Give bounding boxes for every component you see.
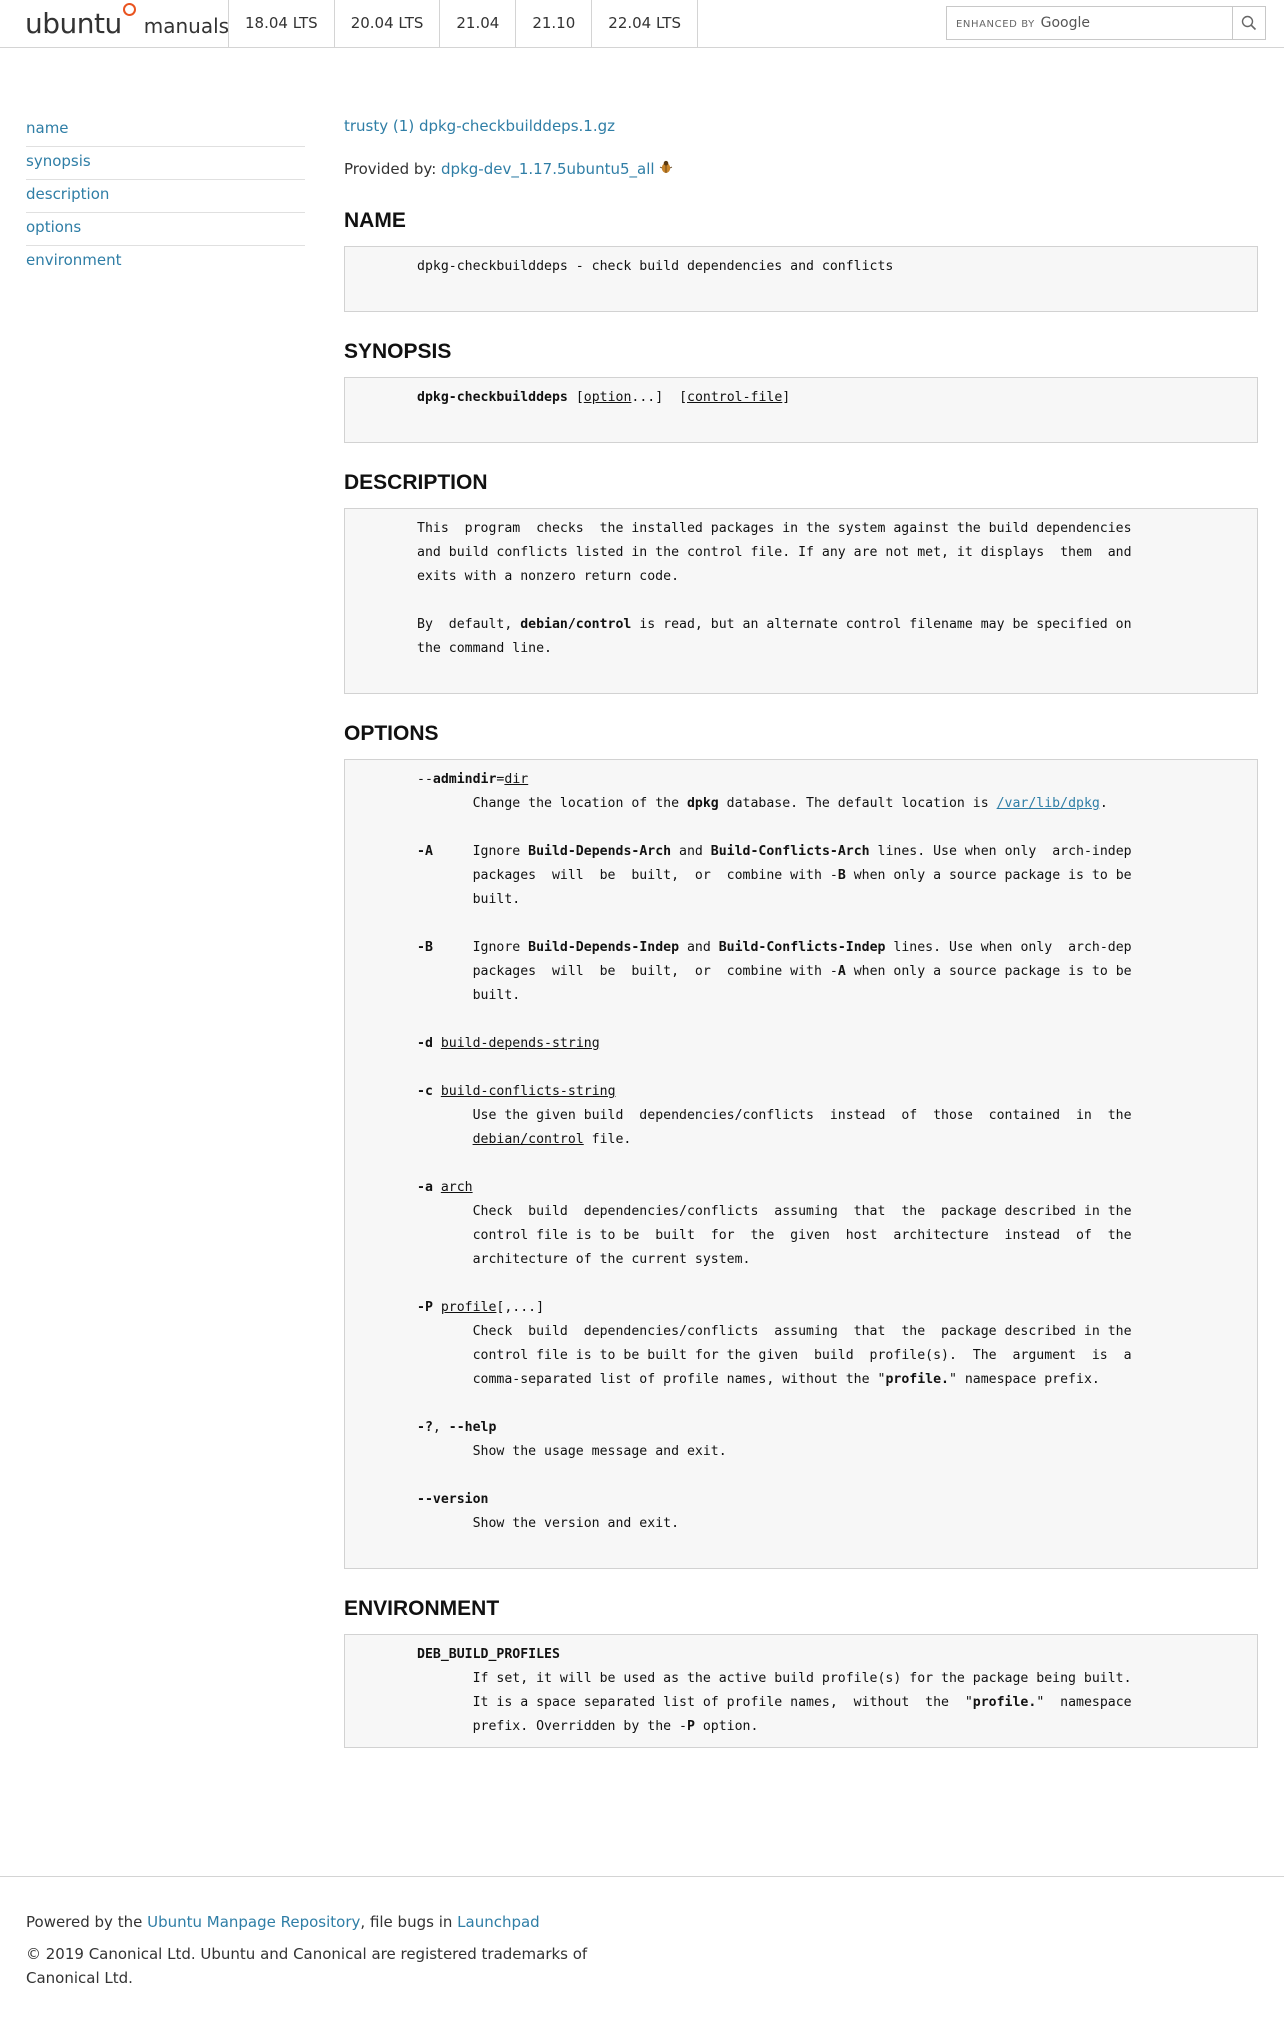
version-link-18-04[interactable]: 18.04 LTS (228, 0, 334, 47)
env-desc: option. (694, 1719, 759, 1734)
synopsis-close2: ] (782, 390, 791, 405)
footer-copyright: © 2019 Canonical Ltd. Ubuntu and Canonical are registered trademarks of Canonical Ltd. (26, 1945, 588, 1987)
opt-desc: packages will be built, or combine with - (472, 868, 838, 883)
opt-desc: [,...] (496, 1300, 545, 1315)
synopsis-command: dpkg-checkbuilddeps (417, 390, 568, 405)
opt-flag-c: -c (417, 1084, 433, 1099)
placeholder-prefix: ENHANCED BY (956, 19, 1035, 30)
opt-desc: built. (472, 988, 521, 1003)
opt-desc: when only a source package is to be (845, 868, 1132, 883)
opt-desc: Ignore (472, 844, 529, 859)
opt-desc: Show the usage message and exit. (472, 1444, 727, 1459)
opt-desc-bold: A (837, 964, 846, 979)
ubuntu-manuals-logo[interactable] (25, 6, 229, 42)
description-box (344, 508, 1258, 694)
opt-arg: dir (504, 772, 529, 787)
opt-flag-d: -d (417, 1036, 433, 1051)
opt-flag-a: -a (417, 1180, 433, 1195)
synopsis-arg-option: option (583, 390, 632, 405)
nav-item-options[interactable]: options (26, 214, 305, 246)
opt-desc: Show the version and exit. (472, 1516, 680, 1531)
synopsis-arg-control-file: control-file (687, 390, 783, 405)
version-link-22-04[interactable]: 22.04 LTS (591, 0, 698, 47)
env-desc-bold: P (686, 1719, 695, 1734)
opt-desc: database. The default location is (718, 796, 997, 811)
opt-desc: Use the given build dependencies/conflicts instead of those contained in the (472, 1108, 1132, 1123)
version-link-20-04[interactable]: 20.04 LTS (334, 0, 440, 47)
opt-desc-bold: Build-Conflicts-Indep (718, 940, 886, 955)
logo-wordmark: ubuntu (25, 7, 122, 40)
opt-desc-bold: Build-Conflicts-Arch (710, 844, 870, 859)
opt-desc: lines. Use when only arch-dep (885, 940, 1132, 955)
opt-arg: build-conflicts-string (440, 1084, 616, 1099)
env-var: DEB_BUILD_PROFILES (417, 1647, 560, 1662)
breadcrumb-file-link[interactable]: dpkg-checkbuilddeps.1.gz (418, 117, 615, 135)
opt-desc: packages will be built, or combine with - (472, 964, 838, 979)
footer-text: , file bugs in (360, 1913, 458, 1931)
opt-desc: control file is to be built for the given host architecture instead of the (472, 1228, 1132, 1243)
version-link-21-04[interactable]: 21.04 (439, 0, 515, 47)
opt-flag: admindir (432, 772, 497, 787)
nav-item-environment[interactable]: environment (26, 251, 122, 269)
bug-icon[interactable] (659, 160, 673, 178)
dpkg-path-link[interactable]: /var/lib/dpkg (996, 796, 1100, 811)
options-box (344, 759, 1258, 1569)
opt-desc: lines. Use when only arch-indep (869, 844, 1132, 859)
name-text: dpkg-checkbuilddeps - check build dependencies and conflicts (417, 259, 894, 274)
manpage-content (344, 117, 1258, 1748)
search-icon (1241, 15, 1257, 31)
opt-desc-bold: dpkg (686, 796, 719, 811)
opt-flag-A: -A (417, 844, 433, 859)
search-button[interactable] (1232, 7, 1265, 39)
opt-desc: comma-separated list of profile names, without the " (472, 1372, 886, 1387)
breadcrumb-section: (1) (392, 117, 415, 135)
top-bar (0, 0, 1284, 48)
section-heading-environment: ENVIRONMENT (344, 1597, 500, 1620)
opt-arg: arch (440, 1180, 473, 1195)
opt-eq: = (496, 772, 505, 787)
section-heading-synopsis: SYNOPSIS (344, 340, 452, 363)
opt-desc: built. (472, 892, 521, 907)
opt-desc: Ignore (472, 940, 529, 955)
footer-powered-by (26, 1910, 646, 1934)
version-link-21-10[interactable]: 21.10 (515, 0, 591, 47)
opt-desc: control file is to be built for the given build profile(s). The argument is a (472, 1348, 1132, 1363)
nav-item-name[interactable]: name (26, 115, 305, 147)
search-box (946, 6, 1266, 40)
opt-flag-help-short: -? (417, 1420, 433, 1435)
opt-flag-help: --help (448, 1420, 497, 1435)
opt-desc: Change the location of the (472, 796, 687, 811)
opt-arg: debian/control (472, 1132, 584, 1147)
desc-line: exits with a nonzero return code. (417, 569, 680, 584)
section-heading-description: DESCRIPTION (344, 471, 488, 494)
opt-desc-bold: Build-Depends-Indep (528, 940, 680, 955)
opt-arg: build-depends-string (440, 1036, 600, 1051)
footer-divider (0, 1876, 1284, 1877)
opt-desc: " namespace prefix. (948, 1372, 1100, 1387)
manpage-repository-link[interactable]: Ubuntu Manpage Repository (147, 1913, 361, 1931)
section-nav (26, 115, 305, 279)
opt-desc-bold: Build-Depends-Arch (528, 844, 672, 859)
provided-by (344, 157, 1258, 181)
desc-line: is read, but an alternate control filename may be specified on (631, 617, 1132, 632)
env-desc: prefix. Overridden by the - (472, 1719, 687, 1734)
desc-line: By default, (417, 617, 521, 632)
opt-desc: architecture of the current system. (472, 1252, 751, 1267)
opt-desc: file. (583, 1132, 632, 1147)
env-desc-bold: profile. (972, 1695, 1037, 1710)
opt-desc-bold: B (837, 868, 846, 883)
section-heading-options: OPTIONS (344, 722, 439, 745)
opt-desc: . (1099, 796, 1108, 811)
launchpad-link[interactable]: Launchpad (457, 1913, 540, 1931)
synopsis-close1: ...] (631, 390, 664, 405)
desc-line: This program checks the installed packages in the system against the build dependencies (417, 521, 1132, 536)
opt-admindir: --admindir=dir (417, 772, 529, 787)
breadcrumb-release-link[interactable]: trusty (344, 117, 389, 135)
search-input[interactable] (947, 7, 1227, 39)
logo-suffix: manuals (143, 14, 230, 38)
synopsis-open1: [ (575, 390, 584, 405)
provided-label: Provided by: (344, 160, 437, 178)
opt-desc: when only a source package is to be (845, 964, 1132, 979)
opt-desc: Check build dependencies/conflicts assuming that the package described in the (472, 1204, 1132, 1219)
opt-desc-bold: profile. (885, 1372, 949, 1387)
placeholder-brand: Google (1040, 15, 1090, 31)
opt-sep: , (432, 1420, 449, 1435)
version-tabs (228, 0, 698, 47)
circle-of-friends-icon (123, 3, 136, 16)
opt-arg: profile (440, 1300, 497, 1315)
search-placeholder (956, 15, 1090, 31)
package-link[interactable]: dpkg-dev_1.17.5ubuntu5_all (441, 160, 655, 178)
synopsis-box (344, 377, 1258, 443)
section-heading-name: NAME (344, 209, 406, 232)
opt-flag-B: -B (417, 940, 433, 955)
nav-item-synopsis[interactable]: synopsis (26, 148, 305, 180)
footer-text: Powered by the (26, 1913, 148, 1931)
desc-line: the command line. (417, 641, 552, 656)
opt-desc: and (679, 940, 719, 955)
env-desc: If set, it will be used as the active build profile(s) for the package being built. (472, 1671, 1132, 1686)
breadcrumb (344, 117, 1258, 145)
nav-item-description[interactable]: description (26, 181, 305, 213)
footer (26, 1910, 646, 1990)
opt-desc: Check build dependencies/conflicts assuming that the package described in the (472, 1324, 1132, 1339)
env-desc: It is a space separated list of profile names, without the " (472, 1695, 973, 1710)
desc-line: and build conflicts listed in the control file. If any are not met, it displays them and (417, 545, 1132, 560)
synopsis-open2: [ (679, 390, 688, 405)
env-desc: " namespace (1036, 1695, 1132, 1710)
environment-box (344, 1634, 1258, 1748)
opt-flag-P: -P (417, 1300, 433, 1315)
opt-desc: and (671, 844, 711, 859)
name-box (344, 246, 1258, 312)
opt-flag-version: --version (417, 1492, 489, 1507)
desc-control-file: debian/control (520, 617, 632, 632)
